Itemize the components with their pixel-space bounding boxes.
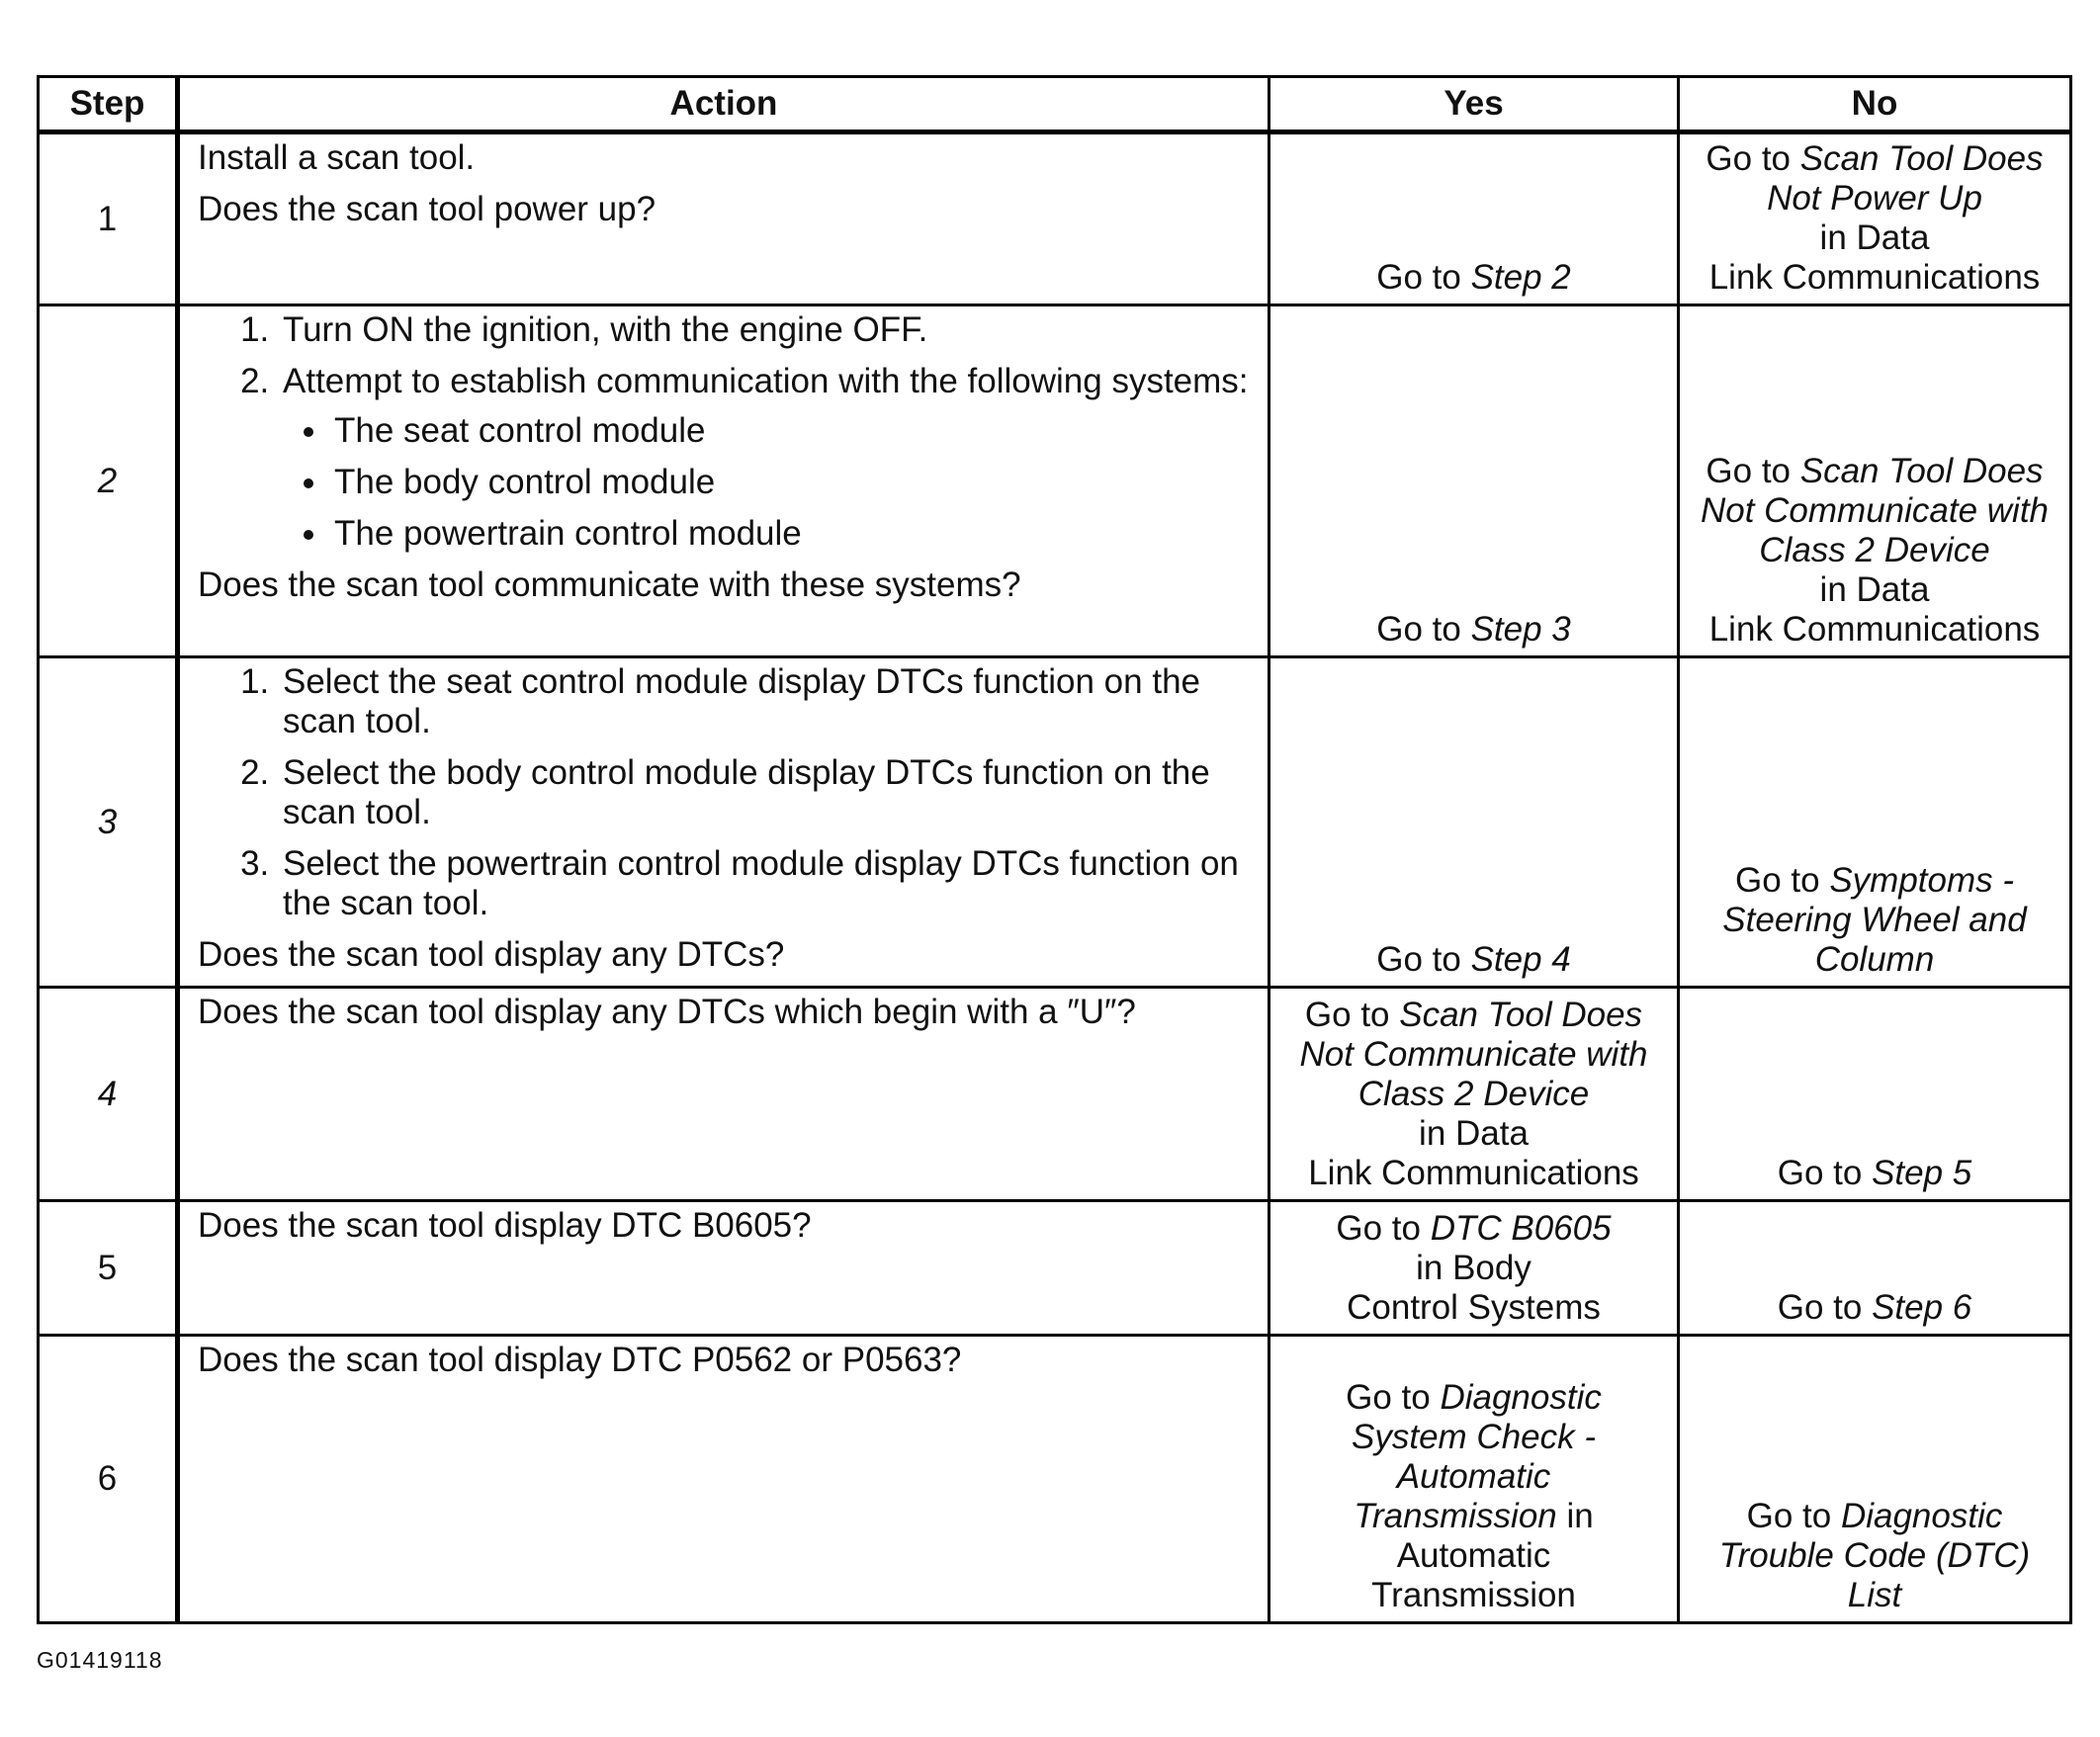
action-question: Does the scan tool power up? [198, 190, 656, 228]
table-row [39, 132, 2071, 305]
action-step-text: Select the body control module display DTCs function on the scan tool. [283, 753, 1210, 832]
yes-cell [1269, 988, 1679, 1201]
header-step: Step [39, 77, 178, 132]
reference-link-text: Scan Tool Does [1799, 139, 2044, 179]
no-cell [1679, 1200, 2071, 1335]
header-no: No [1679, 77, 2071, 132]
result-text: Go to [1346, 1378, 1441, 1417]
action-step [279, 844, 1250, 923]
action-steps [198, 662, 1250, 923]
table-row [39, 988, 2071, 1201]
no-cell [1679, 988, 2071, 1201]
reference-link-text: Step 4 [1470, 940, 1571, 980]
result-text: Go to [1777, 1288, 1873, 1328]
system-list-item: • The body control module [330, 463, 1250, 502]
action-step [279, 310, 1250, 350]
action-steps [198, 310, 1250, 554]
action-question: Does the scan tool display any DTCs? [198, 935, 785, 975]
action-text: Install a scan tool. [198, 138, 476, 177]
action-step-text: Select the seat control module display DTCs function on the scan tool. [283, 662, 1200, 741]
step-number: 4 [39, 988, 178, 1201]
reference-link-text: Step 6 [1872, 1288, 1972, 1328]
diagnostic-table [37, 75, 2072, 1624]
action-step [279, 753, 1250, 832]
result-text: Transmission [1371, 1576, 1576, 1614]
header-action: Action [178, 77, 1269, 132]
result-text: in Data [1419, 1113, 1529, 1153]
reference-link-text: DTC B0605 [1430, 1209, 1612, 1249]
result-text: in [1556, 1497, 1594, 1535]
reference-link-text: Trouble Code (DTC) [1718, 1536, 2031, 1575]
reference-link-text: Transmission [1354, 1497, 1557, 1535]
step-number: 6 [39, 1336, 178, 1623]
table-row [39, 1336, 2071, 1623]
result-text: Go to [1706, 139, 1800, 179]
reference-link-text: Scan Tool Does [1399, 995, 1643, 1034]
reference-link-text: Class 2 Device [1759, 531, 1990, 570]
yes-cell [1269, 1200, 1679, 1335]
result-text: Go to [1777, 1153, 1873, 1192]
result-text: Link Communications [1708, 258, 2041, 298]
no-cell [1679, 1336, 2071, 1623]
step-number: 2 [39, 305, 178, 657]
action-question: Does the scan tool communicate with these systems? [198, 565, 1021, 605]
reference-link-text: Scan Tool Does [1799, 452, 2044, 491]
reference-link-text: List [1847, 1576, 1902, 1614]
system-list [283, 411, 1250, 554]
action-cell [178, 657, 1269, 988]
result-text: Go to [1304, 995, 1400, 1034]
result-text: in Data [1819, 218, 1930, 258]
reference-link-text: Not Communicate with [1700, 491, 2050, 531]
action-cell [178, 305, 1269, 657]
reference-link-text: Class 2 Device [1357, 1074, 1590, 1113]
result-text: Link Communications [1308, 1153, 1639, 1192]
result-text: Go to [1706, 452, 1800, 491]
no-cell [1679, 305, 2071, 657]
action-cell [178, 1336, 1269, 1623]
action-step [279, 662, 1250, 741]
table-row [39, 657, 2071, 988]
table-row [39, 305, 2071, 657]
result-text: Go to [1376, 610, 1471, 650]
result-text: Go to [1376, 258, 1471, 298]
reference-link-text: Step 3 [1470, 610, 1571, 650]
reference-link-text: Not Communicate with [1299, 1034, 1648, 1074]
action-cell [178, 132, 1269, 305]
reference-link-text: System Check - [1352, 1418, 1596, 1456]
reference-link-text: Diagnostic [1840, 1497, 2003, 1535]
system-list-item: • The powertrain control module [330, 514, 1250, 554]
reference-link-text: Not Power Up [1767, 179, 1982, 218]
result-text: Go to [1734, 861, 1830, 901]
step-number: 1 [39, 132, 178, 305]
result-text: Go to [1746, 1497, 1841, 1535]
action-step-text: Select the powertrain control module display DTCs function on the scan tool. [283, 844, 1239, 923]
no-cell [1679, 657, 2071, 988]
result-text: Link Communications [1708, 610, 2041, 650]
step-number: 3 [39, 657, 178, 988]
figure-id: G01419118 [37, 1647, 163, 1673]
action-question: Does the scan tool display DTC P0562 or P0563? [198, 1341, 962, 1380]
action-step-text: Attempt to establish communication with the following systems: [283, 362, 1249, 401]
step-number: 5 [39, 1200, 178, 1335]
action-step [279, 362, 1250, 554]
result-text: Automatic [1396, 1536, 1551, 1575]
result-text: in Body [1416, 1249, 1531, 1288]
yes-cell [1269, 657, 1679, 988]
result-text: in Data [1819, 570, 1930, 610]
action-question: Does the scan tool display any DTCs which begin with a ″U″? [198, 993, 1136, 1032]
reference-link-text: Symptoms - [1829, 861, 2015, 901]
header-yes: Yes [1269, 77, 1679, 132]
yes-cell [1269, 305, 1679, 657]
reference-link-text: Step 5 [1872, 1153, 1972, 1192]
table-header-row [39, 77, 2071, 132]
action-question: Does the scan tool display DTC B0605? [198, 1205, 812, 1245]
yes-cell [1269, 132, 1679, 305]
no-cell [1679, 132, 2071, 305]
reference-link-text: Step 2 [1470, 258, 1571, 298]
action-step-text: Turn ON the ignition, with the engine OFF. [283, 310, 928, 350]
result-text: Control Systems [1347, 1288, 1601, 1328]
table-row [39, 1200, 2071, 1335]
reference-link-text: Steering Wheel and [1722, 901, 2027, 940]
result-text: Go to [1336, 1209, 1431, 1249]
result-text: Go to [1376, 940, 1471, 980]
yes-cell [1269, 1336, 1679, 1623]
action-cell [178, 988, 1269, 1201]
system-list-item: • The seat control module [330, 411, 1250, 451]
reference-link-text: Column [1814, 940, 1935, 980]
reference-link-text: Automatic [1396, 1457, 1551, 1496]
action-cell [178, 1200, 1269, 1335]
reference-link-text: Diagnostic [1440, 1378, 1602, 1417]
